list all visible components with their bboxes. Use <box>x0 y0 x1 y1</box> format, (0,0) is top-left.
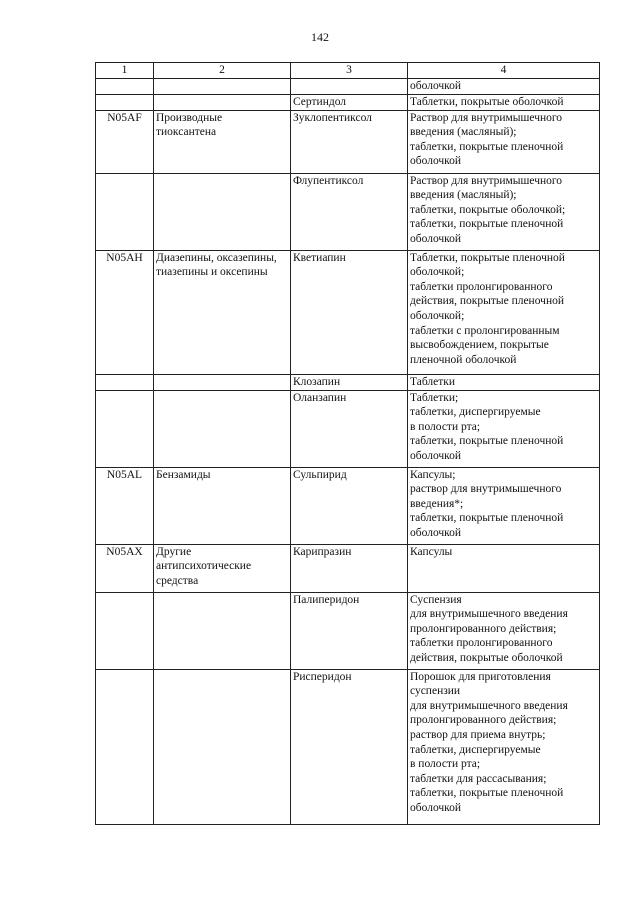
atc-code-cell: N05AH <box>96 250 154 374</box>
dosage-forms-cell <box>408 669 600 824</box>
table-row <box>96 94 600 110</box>
drug-name-cell: Флупентиксол <box>291 173 408 250</box>
dosage-form-line: таблетки, покрытые пленочной <box>410 218 564 231</box>
medication-table <box>95 62 600 825</box>
drug-name-cell: Клозапин <box>291 374 408 390</box>
drug-name-cell: Палиперидон <box>291 592 408 669</box>
dosage-forms-cell <box>408 173 600 250</box>
pharm-group-cell <box>154 78 291 94</box>
dosage-form-line: высвобождением, покрытые <box>410 339 549 352</box>
dosage-form-line: таблетки, покрытые пленочной <box>410 512 564 525</box>
pharm-group-cell <box>154 592 291 669</box>
drug-name-cell: Сульпирид <box>291 467 408 544</box>
dosage-form-line: таблетки пролонгированного <box>410 280 553 293</box>
dosage-form-line: раствор для внутримышечного <box>410 483 562 496</box>
atc-code-cell <box>96 173 154 250</box>
pharm-group-cell <box>154 173 291 250</box>
table-row <box>96 250 600 374</box>
pharm-group-line: тиоксантена <box>156 126 217 139</box>
dosage-form-line: оболочкой; <box>410 309 465 322</box>
dosage-forms-cell <box>408 467 600 544</box>
column-header: 4 <box>408 63 600 79</box>
pharm-group-line: средства <box>156 574 199 587</box>
drug-name-cell: Зуклопентиксол <box>291 110 408 173</box>
dosage-form-line: пленочной оболочкой <box>410 353 517 366</box>
drug-name-cell: Карипразин <box>291 544 408 592</box>
dosage-form-line: оболочкой <box>410 155 462 168</box>
dosage-form-line: действия, покрытые пленочной <box>410 295 565 308</box>
pharm-group-cell <box>154 390 291 467</box>
dosage-form-line: оболочкой <box>410 801 462 814</box>
pharm-group-line: тиазепины и оксепины <box>156 266 268 279</box>
dosage-form-line: таблетки пролонгированного <box>410 637 553 650</box>
table-row <box>96 78 600 94</box>
dosage-form-line: таблетки, покрытые пленочной <box>410 435 564 448</box>
drug-name-cell: Рисперидон <box>291 669 408 824</box>
atc-code-cell: N05AX <box>96 544 154 592</box>
dosage-form-line: раствор для приема внутрь; <box>410 728 546 741</box>
dosage-form-line: действия, покрытые оболочкой <box>410 651 563 664</box>
dosage-forms-cell <box>408 374 600 390</box>
table-row <box>96 110 600 173</box>
table-row <box>96 669 600 824</box>
atc-code-cell <box>96 78 154 94</box>
dosage-form-line: оболочкой <box>410 79 462 92</box>
dosage-form-line: таблетки, покрытые пленочной <box>410 787 564 800</box>
atc-code-cell <box>96 94 154 110</box>
dosage-form-line: для внутримышечного введения <box>410 608 568 621</box>
table-row <box>96 390 600 467</box>
atc-code-cell <box>96 374 154 390</box>
dosage-form-line: таблетки, диспергируемые <box>410 406 541 419</box>
page-number: 142 <box>311 30 329 44</box>
pharm-group-cell <box>154 544 291 592</box>
atc-code-cell: N05AF <box>96 110 154 173</box>
table-header-row <box>96 63 600 79</box>
atc-code-cell <box>96 592 154 669</box>
table-body <box>96 78 600 824</box>
pharm-group-line: Диазепины, оксазепины, <box>156 251 277 264</box>
pharm-group-line: Бензамиды <box>156 468 211 481</box>
dosage-form-line: Таблетки, покрытые пленочной <box>410 251 565 264</box>
table-row <box>96 467 600 544</box>
table-row <box>96 173 600 250</box>
table-row <box>96 544 600 592</box>
dosage-form-line: Таблетки <box>410 375 456 388</box>
pharm-group-cell <box>154 250 291 374</box>
drug-name-cell: Оланзапин <box>291 390 408 467</box>
dosage-forms-cell <box>408 110 600 173</box>
dosage-form-line: Суспензия <box>410 593 462 606</box>
drug-name-cell: Кветиапин <box>291 250 408 374</box>
dosage-form-line: введения (масляный); <box>410 189 517 202</box>
dosage-form-line: в полости рта; <box>410 758 481 771</box>
atc-code-cell <box>96 390 154 467</box>
dosage-form-line: Капсулы; <box>410 468 456 481</box>
dosage-form-line: оболочкой <box>410 449 462 462</box>
dosage-form-line: пролонгированного действия; <box>410 622 557 635</box>
dosage-forms-cell <box>408 592 600 669</box>
dosage-form-line: оболочкой <box>410 232 462 245</box>
dosage-forms-cell <box>408 390 600 467</box>
dosage-forms-cell <box>408 250 600 374</box>
dosage-form-line: Раствор для внутримышечного <box>410 174 563 187</box>
table-row <box>96 592 600 669</box>
dosage-form-line: Таблетки, покрытые оболочкой <box>410 95 564 108</box>
pharm-group-cell <box>154 110 291 173</box>
dosage-form-line: таблетки, покрытые пленочной <box>410 140 564 153</box>
dosage-form-line: таблетки, диспергируемые <box>410 743 541 756</box>
dosage-form-line: суспензии <box>410 685 461 698</box>
atc-code-cell <box>96 669 154 824</box>
pharm-group-line: Производные <box>156 111 223 124</box>
dosage-form-line: Порошок для приготовления <box>410 670 551 683</box>
dosage-forms-cell <box>408 544 600 592</box>
dosage-form-line: пролонгированного действия; <box>410 714 557 727</box>
atc-code-cell: N05AL <box>96 467 154 544</box>
pharm-group-cell <box>154 94 291 110</box>
pharm-group-cell <box>154 374 291 390</box>
dosage-form-line: Капсулы <box>410 545 453 558</box>
pharm-group-cell <box>154 467 291 544</box>
dosage-form-line: Таблетки; <box>410 391 459 404</box>
dosage-forms-cell <box>408 78 600 94</box>
dosage-form-line: для внутримышечного введения <box>410 699 568 712</box>
column-header: 2 <box>154 63 291 79</box>
dosage-form-line: введения (масляный); <box>410 126 517 139</box>
pharm-group-cell <box>154 669 291 824</box>
dosage-form-line: таблетки для рассасывания; <box>410 772 547 785</box>
column-header: 3 <box>291 63 408 79</box>
dosage-form-line: оболочкой; <box>410 266 465 279</box>
dosage-forms-cell <box>408 94 600 110</box>
dosage-form-line: таблетки с пролонгированным <box>410 324 560 337</box>
pharm-group-line: Другие <box>156 545 192 558</box>
drug-name-cell <box>291 78 408 94</box>
dosage-form-line: Раствор для внутримышечного <box>410 111 563 124</box>
pharm-group-line: антипсихотические <box>156 560 252 573</box>
dosage-form-line: оболочкой <box>410 526 462 539</box>
dosage-form-line: в полости рта; <box>410 420 481 433</box>
table-row <box>96 374 600 390</box>
dosage-form-line: таблетки, покрытые оболочкой; <box>410 203 566 216</box>
drug-name-cell: Сертиндол <box>291 94 408 110</box>
dosage-form-line: введения*; <box>410 497 464 510</box>
column-header: 1 <box>96 63 154 79</box>
